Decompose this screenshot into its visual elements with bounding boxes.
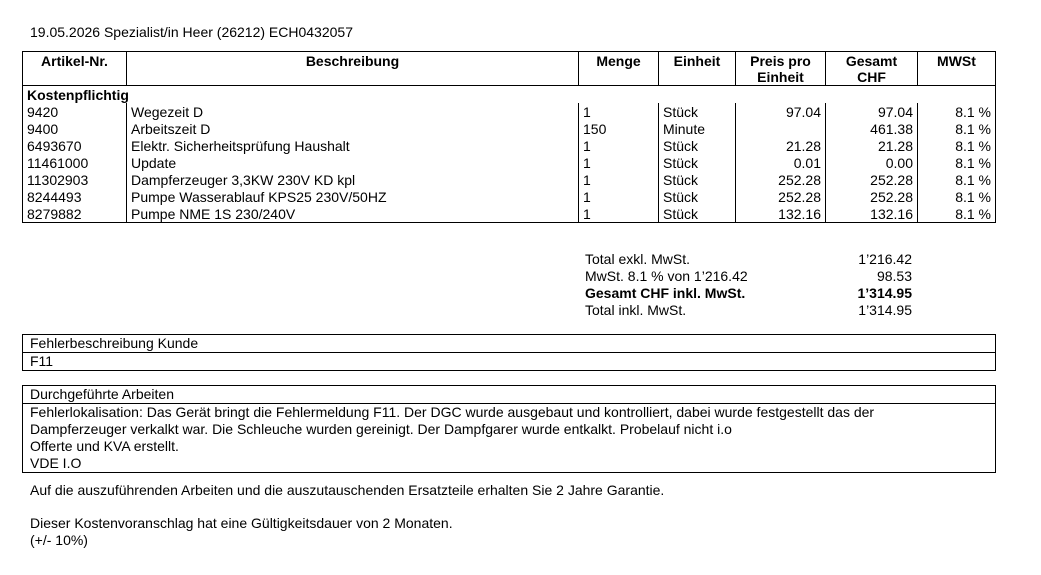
artikel-cell: 9420 [23,103,127,120]
fehlerbeschreibung-title: Fehlerbeschreibung Kunde [23,335,995,353]
gesamt-cell: 21.28 [826,137,918,154]
beschreibung-cell: Arbeitszeit D [127,120,579,137]
grand-total-value: 1’314.95 [857,285,912,301]
arbeiten-box [22,385,996,473]
einheit-cell: Minute [659,120,736,137]
artikel-cell: 6493670 [23,137,127,154]
gesamt-cell: 132.16 [826,205,918,223]
fehlerbeschreibung-text: F11 [30,353,54,369]
mwst-cell: 8.1 % [918,205,996,223]
table-row [23,188,996,205]
arbeiten-line: Dampferzeuger verkalkt war. Die Schleuche wurden gereinigt. Der Dampfgarer wurde entkalkt. Probelauf nicht i.o [30,421,732,437]
arbeiten-text [23,404,995,472]
preis-cell: 21.28 [736,137,826,154]
beschreibung-cell: Update [127,154,579,171]
gesamt-cell: 252.28 [826,171,918,188]
beschreibung-cell: Wegezeit D [127,103,579,120]
toleranz-note: (+/- 10%) [30,532,88,548]
column-header-gesamt [826,52,918,86]
total-excl-label: Total exkl. MwSt. [585,251,691,267]
einheit-cell: Stück [659,188,736,205]
artikel-cell: 9400 [23,120,127,137]
gesamt-header-line2: CHF [857,69,886,85]
preis-cell: 252.28 [736,171,826,188]
menge-cell: 1 [579,205,659,223]
preis-cell: 0.01 [736,154,826,171]
gesamt-cell: 252.28 [826,188,918,205]
table-row [23,137,996,154]
menge-cell: 1 [579,137,659,154]
garantie-note: Auf die auszuführenden Arbeiten und die auszutauschenden Ersatzteile erhalten Sie 2 Jahre Garantie. [30,482,665,498]
einheit-cell: Stück [659,205,736,223]
preis-cell: 132.16 [736,205,826,223]
arbeiten-line: Fehlerlokalisation: Das Gerät bringt die Fehlermeldung F11. Der DGC wurde ausgebaut und kontrolliert, dabei wurde festgestellt das der [30,404,875,420]
mwst-cell: 8.1 % [918,120,996,137]
table-header-row [23,52,996,86]
mwst-cell: 8.1 % [918,137,996,154]
vat-label: MwSt. 8.1 % von 1’216.42 [585,268,748,284]
vat-value: 98.53 [876,268,912,284]
section-row [23,86,996,104]
beschreibung-cell: Pumpe Wasserablauf KPS25 230V/50HZ [127,188,579,205]
beschreibung-cell: Pumpe NME 1S 230/240V [127,205,579,223]
menge-cell: 1 [579,154,659,171]
einheit-cell: Stück [659,154,736,171]
artikel-cell: 8279882 [23,205,127,223]
menge-cell: 1 [579,103,659,120]
table-row [23,103,996,120]
table-row [23,205,996,223]
mwst-cell: 8.1 % [918,154,996,171]
preis-cell: 97.04 [736,103,826,120]
beschreibung-cell: Elektr. Sicherheitsprüfung Haushalt [127,137,579,154]
arbeiten-line: VDE I.O [30,455,82,471]
table-row [23,154,996,171]
gesamt-cell: 0.00 [826,154,918,171]
total-excl-row [585,251,912,268]
einheit-cell: Stück [659,137,736,154]
artikel-cell: 11302903 [23,171,127,188]
cost-table [22,51,996,223]
section-label: Kostenpflichtig [23,86,996,104]
gesamt-cell: 461.38 [826,120,918,137]
mwst-cell: 8.1 % [918,171,996,188]
table-row [23,120,996,137]
gesamt-header-line1: Gesamt [845,53,898,69]
column-header-mwst: MWSt [918,52,996,86]
column-header-preis [736,52,826,86]
vat-row [585,268,912,285]
fehlerbeschreibung-box [22,334,996,371]
column-header-menge: Menge [579,52,659,86]
arbeiten-title: Durchgeführte Arbeiten [23,386,995,404]
menge-cell: 150 [579,120,659,137]
arbeiten-line: Offerte und KVA erstellt. [30,438,179,454]
einheit-cell: Stück [659,171,736,188]
preis-cell: 252.28 [736,188,826,205]
mwst-cell: 8.1 % [918,188,996,205]
preis-cell [736,120,826,137]
column-header-beschreibung: Beschreibung [127,52,579,86]
column-header-artikel: Artikel-Nr. [23,52,127,86]
einheit-cell: Stück [659,103,736,120]
total-incl-row [585,302,912,319]
beschreibung-cell: Dampferzeuger 3,3KW 230V KD kpl [127,171,579,188]
menge-cell: 1 [579,171,659,188]
grand-total-label: Gesamt CHF inkl. MwSt. [585,285,746,301]
mwst-cell: 8.1 % [918,103,996,120]
document-header: 19.05.2026 Spezialist/in Heer (26212) ECH0432057 [30,24,353,40]
total-excl-value: 1’216.42 [858,251,912,267]
total-incl-value: 1’314.95 [858,302,912,318]
gueltigkeit-note: Dieser Kostenvoranschlag hat eine Gültigkeitsdauer von 2 Monaten. [30,515,453,531]
totals-block [585,251,912,319]
preis-header-line1: Preis pro [750,53,811,69]
menge-cell: 1 [579,188,659,205]
artikel-cell: 8244493 [23,188,127,205]
preis-header-line2: Einheit [757,69,804,85]
table-row [23,171,996,188]
gesamt-cell: 97.04 [826,103,918,120]
column-header-einheit: Einheit [659,52,736,86]
grand-total-row [585,285,912,302]
total-incl-label: Total inkl. MwSt. [585,302,687,318]
artikel-cell: 11461000 [23,154,127,171]
